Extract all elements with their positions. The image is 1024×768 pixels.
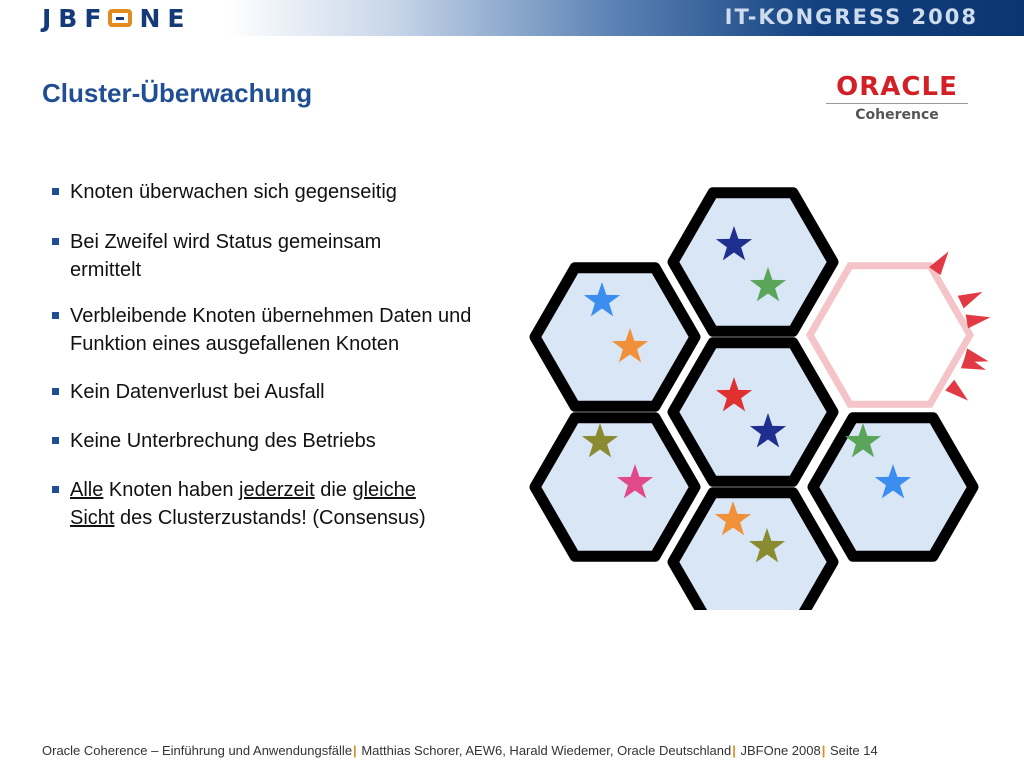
bullet-square-icon <box>52 437 59 444</box>
cluster-diagram <box>520 160 1010 610</box>
bullet-square-icon <box>52 312 59 319</box>
bullet-text: des Clusterzustands! (Consensus) <box>114 507 426 529</box>
underlined-word: jederzeit <box>239 479 315 501</box>
bullet-square-icon <box>52 238 59 245</box>
footer-event: JBFOne 2008 <box>740 743 821 758</box>
failure-spike-icon <box>966 315 991 329</box>
footer-separator: | <box>821 743 826 758</box>
node-hexagon-lower-left <box>535 418 695 557</box>
underlined-word: Alle <box>70 479 104 501</box>
failure-spike-icon <box>945 380 968 401</box>
bullet-square-icon <box>52 486 59 493</box>
bullet-square-icon <box>52 188 59 195</box>
bullet-text: Bei Zweifel wird Status gemeinsam ermittelt <box>70 231 382 281</box>
underlined-word: gleiche <box>352 479 416 501</box>
brand-left-text: JBF <box>42 3 109 33</box>
underlined-word: Sicht <box>70 507 115 529</box>
coherence-label: Coherence <box>855 107 939 123</box>
oracle-wordmark: ORACLE <box>836 72 958 102</box>
bullet-item <box>52 378 512 406</box>
bullet-text: Keine Unterbrechung des Betriebs <box>70 430 376 452</box>
bullet-item <box>52 228 512 284</box>
footer-separator: | <box>732 743 736 758</box>
brand-right-text: NE <box>139 3 192 33</box>
footer-page-number: Seite 14 <box>830 743 878 758</box>
footer <box>42 743 878 758</box>
page-title: Cluster-Überwachung <box>42 78 313 108</box>
bullet-item <box>52 302 512 358</box>
bullet-text: Kein Datenverlust bei Ausfall <box>70 381 325 403</box>
footer-presentation-title: Oracle Coherence – Einführung und Anwendungsfälle <box>42 743 353 758</box>
bullet-text: Verbleibende Knoten übernehmen Daten und Funktion eines ausgefallenen Knoten <box>70 305 472 355</box>
oracle-coherence-logo <box>826 72 968 123</box>
bullet-square-icon <box>52 388 59 395</box>
footer-authors: Matthias Schorer, AEW6, Harald Wiedemer, Oracle Deutschland <box>361 743 732 758</box>
bullet-item <box>52 178 512 206</box>
failure-spike-icon <box>958 292 983 308</box>
jbfone-logo <box>42 4 191 32</box>
failed-node <box>810 251 990 404</box>
footer-separator: | <box>353 743 357 758</box>
failed-node-hexagon <box>810 266 970 405</box>
bullet-text: die <box>314 479 353 501</box>
brand-o-icon <box>108 9 132 27</box>
node-hexagon-center <box>673 343 833 482</box>
node-hexagon-top <box>673 193 833 332</box>
event-title: IT-KONGRESS 2008 <box>724 5 978 29</box>
bullet-list <box>52 178 512 532</box>
bullet-text: Knoten haben <box>103 479 240 501</box>
header-bar <box>0 0 1024 36</box>
node-hexagon-upper-left <box>535 268 695 407</box>
node-hexagon-bottom <box>673 493 833 610</box>
bullet-text: Knoten überwachen sich gegenseitig <box>70 181 397 203</box>
logo-divider <box>826 103 968 104</box>
bullet-item <box>52 427 512 455</box>
bullet-item <box>52 476 512 532</box>
